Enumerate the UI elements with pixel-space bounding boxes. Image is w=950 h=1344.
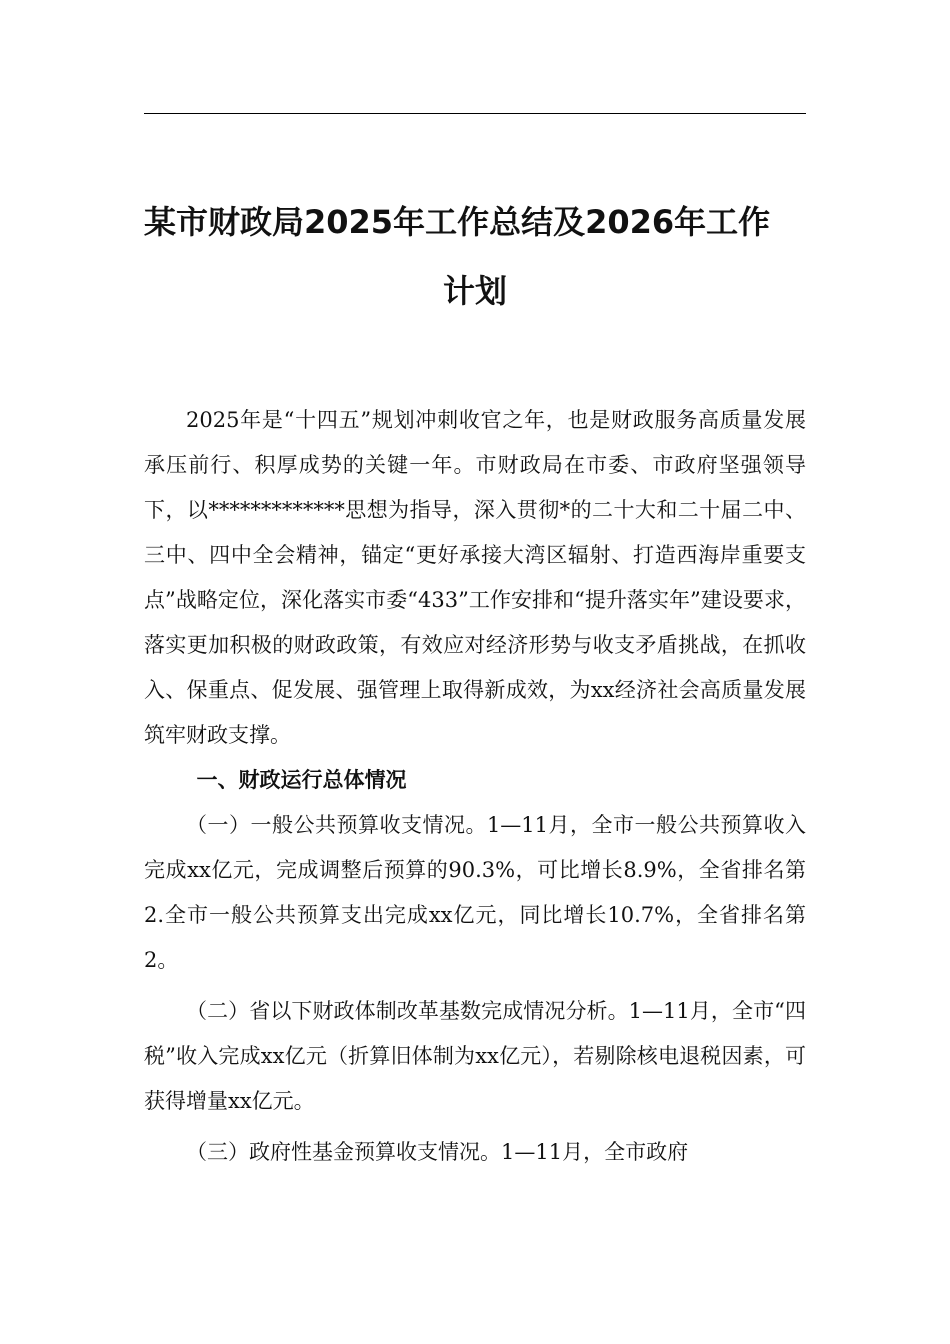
title-line-1: 某市财政局2025年工作总结及2026年工作 [144, 203, 771, 241]
document-body [144, 398, 806, 1175]
section-heading: 一、财政运行总体情况 [196, 768, 407, 792]
intro-paragraph: 2025年是“十四五”规划冲刺收官之年，也是财政服务高质量发展承压前行、积厚成势的关键一年。市财政局在市委、市政府坚强领导下，以*************思想为指导，深入贯彻*的二十大和二十届二中、三中、四中全会精神，锚定“更好承接大湾区辐射、打造西海岸重要支点”战略定位，深化落实市委“433”工作安排和“提升落实年”建设要求，落实更加积极的财政政策，有效应对经济形势与收支矛盾挑战，在抓收入、保重点、促发展、强管理上取得新成效，为xx经济社会高质量发展筑牢财政支撑。 [144, 408, 806, 747]
paragraph-3: （三）政府性基金预算收支情况。1—11月，全市政府 [186, 1140, 689, 1164]
title-line-2: 计划 [442, 272, 507, 310]
paragraph-1: （一）一般公共预算收支情况。1—11月，全市一般公共预算收入完成xx亿元，完成调整后预算的90.3%，可比增长8.9%，全省排名第2.全市一般公共预算支出完成xx亿元，同比增长10.7%，全省排名第2。 [144, 813, 806, 972]
paragraph-2: （二）省以下财政体制改革基数完成情况分析。1—11月，全市“四税”收入完成xx亿元（折算旧体制为xx亿元），若剔除核电退税因素，可获得增量xx亿元。 [144, 999, 806, 1113]
header-rule [144, 113, 806, 114]
document-title [144, 188, 806, 326]
